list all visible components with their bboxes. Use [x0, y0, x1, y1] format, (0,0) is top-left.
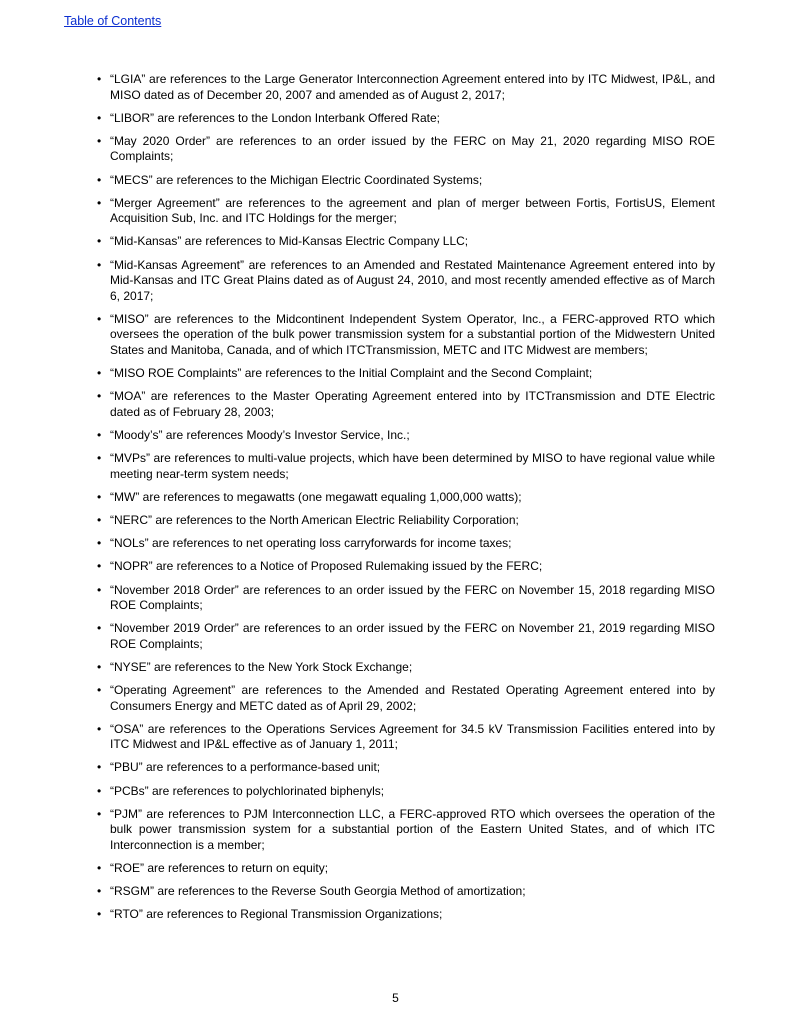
definition-text: “RTO” are references to Regional Transmission Organizations;	[110, 907, 443, 922]
bullet-icon: •	[97, 389, 102, 404]
definition-text: “MVPs” are references to multi-value projects, which have been determined by MISO to have regional value while meeting near-term system needs;	[110, 451, 715, 481]
definition-text: “NOLs” are references to net operating loss carryforwards for income taxes;	[110, 536, 512, 551]
bullet-icon: •	[97, 234, 102, 249]
definition-item	[0, 312, 715, 359]
bullet-icon: •	[97, 582, 102, 597]
bullet-icon: •	[97, 311, 102, 326]
bullet-icon: •	[97, 489, 102, 504]
bullet-icon: •	[97, 133, 102, 148]
bullet-icon: •	[97, 659, 102, 674]
bullet-icon: •	[97, 760, 102, 775]
bullet-icon: •	[97, 451, 102, 466]
definition-item	[0, 490, 715, 506]
definition-text: “MISO” are references to the Midcontinent Independent System Operator, Inc., a FERC-approved RTO which oversees the operation of the bulk power transmission system for a substantial portion of the Midwestern United States and Manitoba, Canada, and of which ITCTransmission, METC and ITC Midwest are members;	[110, 311, 715, 357]
definition-text: “Mid-Kansas Agreement” are references to an Amended and Restated Maintenance Agreement entered into by Mid-Kansas and ITC Great Plains dated as of August 24, 2010, and most recently amended effective as of March 6, 2017;	[110, 257, 715, 303]
definition-item	[0, 234, 715, 250]
definition-item	[0, 513, 715, 529]
definition-item	[0, 784, 715, 800]
definition-text: “LGIA” are references to the Large Generator Interconnection Agreement entered into by ITC Midwest, IP&L, and MISO dated as of December 20, 2007 and amended as of August 2, 2017;	[110, 72, 715, 102]
definition-item	[0, 196, 715, 227]
definition-item	[0, 621, 715, 652]
definition-text: “OSA” are references to the Operations Services Agreement for 34.5 kV Transmission Facilities entered into by ITC Midwest and IP&L effective as of January 1, 2011;	[110, 721, 715, 752]
definition-text: “LIBOR” are references to the London Interbank Offered Rate;	[110, 110, 440, 125]
bullet-icon: •	[97, 884, 102, 899]
bullet-icon: •	[97, 621, 102, 636]
definition-text: “May 2020 Order” are references to an order issued by the FERC on May 21, 2020 regarding MISO ROE Complaints;	[110, 133, 715, 164]
bullet-icon: •	[97, 110, 102, 125]
definition-text: “PCBs” are references to polychlorinated biphenyls;	[110, 783, 385, 798]
definition-item	[0, 760, 715, 776]
bullet-icon: •	[97, 683, 102, 698]
bullet-icon: •	[97, 907, 102, 922]
definition-text: “RSGM” are references to the Reverse South Georgia Method of amortization;	[110, 884, 526, 899]
definition-item	[0, 683, 715, 714]
definition-text: “NYSE” are references to the New York Stock Exchange;	[110, 659, 413, 674]
definition-item	[0, 722, 715, 753]
definition-item	[0, 536, 715, 552]
definition-item	[0, 428, 715, 444]
bullet-icon: •	[97, 172, 102, 187]
definition-item	[0, 861, 715, 877]
definition-item	[0, 884, 715, 900]
definition-item	[0, 173, 715, 189]
bullet-icon: •	[97, 512, 102, 527]
definition-item	[0, 111, 715, 127]
bullet-icon: •	[97, 257, 102, 272]
definition-text: “MOA” are references to the Master Operating Agreement entered into by ITCTransmission and DTE Electric dated as of February 28, 2003;	[110, 389, 715, 419]
page-number: 5	[392, 991, 399, 1005]
definition-item	[0, 134, 715, 165]
definitions-list	[0, 72, 715, 931]
definition-text: “PJM” are references to PJM Interconnection LLC, a FERC-approved RTO which oversees the operation of the bulk power transmission system for a substantial portion of the Eastern United States, and of which ITC Interconnection is a member;	[110, 806, 715, 852]
bullet-icon: •	[97, 536, 102, 551]
definition-text: “November 2019 Order” are references to an order issued by the FERC on November 21, 2019 regarding MISO ROE Complaints;	[110, 621, 715, 651]
definition-item	[0, 366, 715, 382]
bullet-icon: •	[97, 721, 102, 736]
definition-text: “PBU” are references to a performance-based unit;	[110, 760, 381, 775]
bullet-icon: •	[97, 806, 102, 821]
definition-item	[0, 907, 715, 923]
bullet-icon: •	[97, 861, 102, 875]
bullet-icon: •	[97, 366, 102, 380]
bullet-icon: •	[97, 427, 102, 442]
definition-text: “November 2018 Order” are references to an order issued by the FERC on November 15, 2018 regarding MISO ROE Complaints;	[110, 582, 715, 612]
bullet-icon: •	[97, 783, 102, 798]
definition-text: “MECS” are references to the Michigan Electric Coordinated Systems;	[110, 172, 483, 187]
definition-item	[0, 72, 715, 103]
definition-item	[0, 451, 715, 482]
definition-text: “Moody’s” are references Moody’s Investor Service, Inc.;	[110, 427, 410, 442]
definition-item	[0, 389, 715, 420]
definition-text: “Mid-Kansas” are references to Mid-Kansas Electric Company LLC;	[110, 234, 469, 249]
definition-item	[0, 583, 715, 614]
bullet-icon: •	[97, 72, 102, 86]
definition-text: “Merger Agreement” are references to the agreement and plan of merger between Fortis, FortisUS, Element Acquisition Sub, Inc. and ITC Holdings for the merger;	[110, 195, 715, 226]
definition-item	[0, 258, 715, 305]
definition-item	[0, 807, 715, 854]
definition-text: “Operating Agreement” are references to the Amended and Restated Operating Agreement entered into by Consumers Energy and METC dated as of April 29, 2002;	[110, 683, 715, 713]
definition-item	[0, 559, 715, 575]
definition-text: “MISO ROE Complaints” are references to the Initial Complaint and the Second Complaint;	[110, 366, 593, 380]
bullet-icon: •	[97, 195, 102, 210]
definition-item	[0, 660, 715, 676]
definition-text: “NOPR” are references to a Notice of Proposed Rulemaking issued by the FERC;	[110, 559, 543, 574]
definition-text: “ROE” are references to return on equity;	[110, 861, 329, 875]
bullet-icon: •	[97, 559, 102, 574]
table-of-contents-link[interactable]: Table of Contents	[64, 14, 162, 28]
definition-text: “NERC” are references to the North American Electric Reliability Corporation;	[110, 512, 519, 527]
definition-text: “MW” are references to megawatts (one megawatt equaling 1,000,000 watts);	[110, 489, 522, 504]
